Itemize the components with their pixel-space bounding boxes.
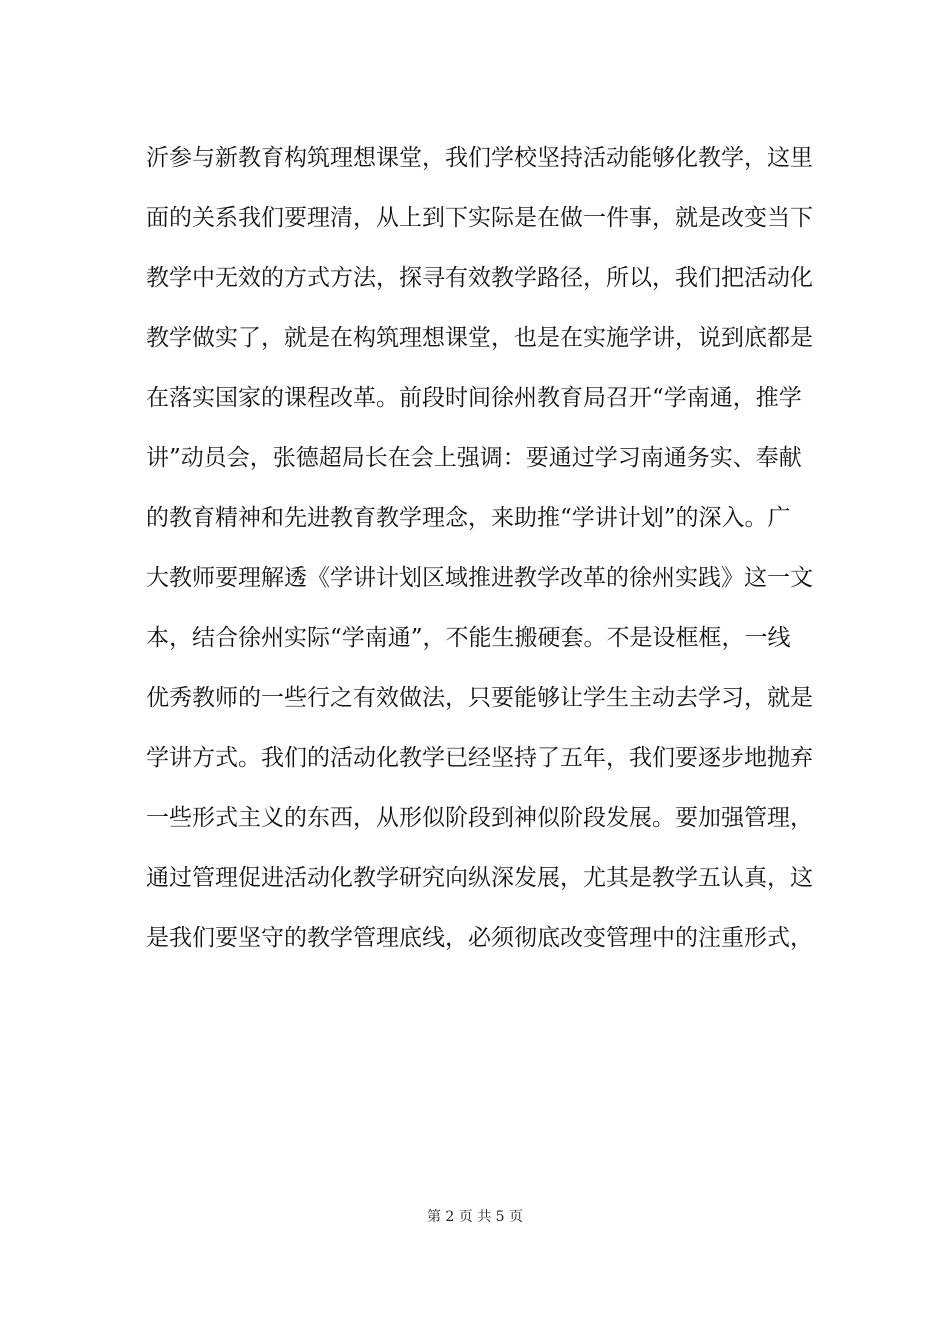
text-line: 优秀教师的一些行之有效做法，只要能够让学生主动去学习，就是 — [146, 685, 813, 711]
text-line: 面的关系我们要理清，从上到下实际是在做一件事，就是改变当下 — [146, 205, 813, 231]
footer-total-pages: 5 — [495, 1209, 505, 1225]
body-text — [146, 128, 816, 968]
text-line: 学讲方式。我们的活动化教学已经坚持了五年，我们要逐步地抛弃 — [146, 745, 813, 771]
text-line: 本，结合徐州实际“学南通”，不能生搬硬套。不是设框框，一线 — [146, 625, 791, 651]
footer-suffix: 页 — [509, 1209, 524, 1225]
text-line: 讲”动员会，张德超局长在会上强调：要通过学习南通务实、奉献 — [146, 445, 802, 471]
page-footer — [0, 1207, 950, 1227]
text-line: 沂参与新教育构筑理想课堂，我们学校坚持活动能够化教学，这里 — [146, 145, 813, 171]
text-line: 教学中无效的方式方法，探寻有效教学路径，所以，我们把活动化 — [146, 265, 813, 291]
text-line: 是我们要坚守的教学管理底线，必须彻底改变管理中的注重形式， — [146, 925, 813, 951]
footer-page-word: 页 — [458, 1209, 473, 1225]
text-line: 的教育精神和先进教育教学理念，来助推“学讲计划”的深入。广 — [146, 505, 791, 531]
footer-total-word: 共 — [477, 1209, 492, 1225]
text-line: 教学做实了，就是在构筑理想课堂，也是在实施学讲，说到底都是 — [146, 325, 813, 351]
text-line: 在落实国家的课程改革。前段时间徐州教育局召开“学南通，推学 — [146, 385, 802, 411]
text-line: 大教师要理解透《学讲计划区域推进教学改革的徐州实践》这一文 — [146, 565, 813, 591]
text-line: 一些形式主义的东西，从形似阶段到神似阶段发展。要加强管理， — [146, 805, 813, 831]
footer-current-page: 2 — [445, 1209, 455, 1225]
text-line: 通过管理促进活动化教学研究向纵深发展，尤其是教学五认真，这 — [146, 865, 813, 891]
footer-prefix: 第 — [426, 1209, 441, 1225]
